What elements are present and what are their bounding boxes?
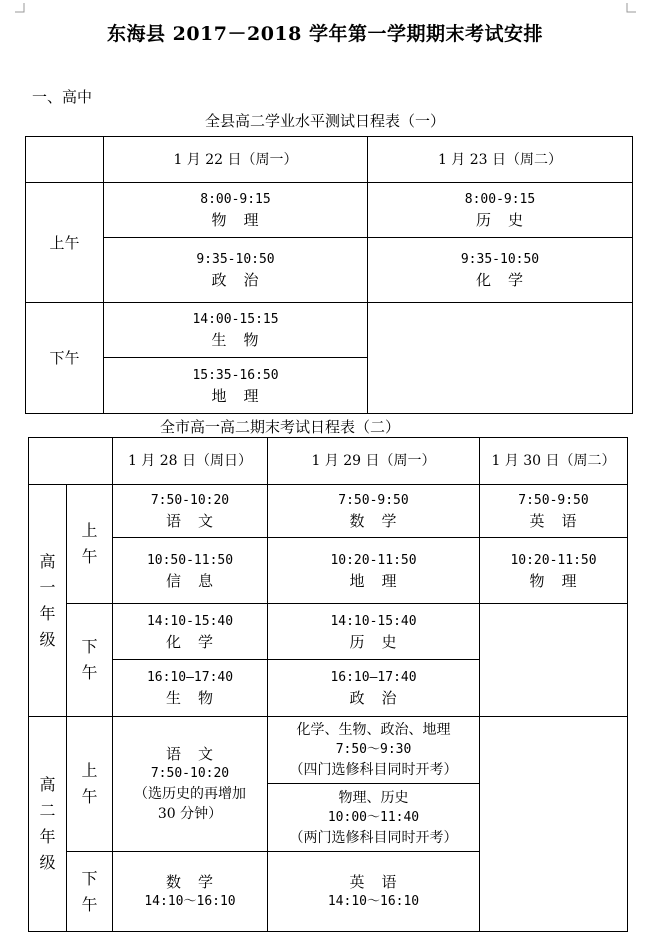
table2-caption: 全市高一高二期末考试日程表（二） (159, 418, 400, 436)
corner-mark-right (626, 3, 636, 13)
exam-subject: 物 理 (529, 571, 578, 590)
table2-cell (268, 604, 480, 660)
table1-cell (104, 238, 368, 303)
table1-corner-cell (26, 137, 104, 183)
exam-subject: 英 语 (349, 872, 398, 891)
table1-cell (368, 238, 633, 303)
exam-time: 14:00-15:15 (192, 312, 279, 327)
table2-cell (113, 485, 268, 538)
table2-cell (480, 485, 628, 538)
exam-time: 10:20-11:50 (330, 552, 417, 568)
exam-subject: 化 学 (165, 632, 214, 651)
exam-subject: 物理、历史 (338, 789, 409, 806)
table2-cell (113, 538, 268, 604)
table1-cell (104, 358, 368, 414)
exam-time: 14:10～16:10 (144, 893, 236, 909)
exam-subject: 语 文 (165, 512, 214, 530)
table1-caption: 全县高二学业水平测试日程表（一） (204, 112, 445, 130)
table2-cell (113, 604, 268, 660)
exam-time: 7:50～9:30 (335, 742, 412, 757)
table2-cell (268, 717, 480, 784)
exam-subject: 化 学 (475, 271, 524, 289)
table1-am-label: 上午 (26, 183, 104, 303)
exam-time: 10:50-11:50 (146, 552, 234, 568)
exam-time: 9:35-10:50 (196, 252, 275, 267)
section-heading: 一、高中 (32, 88, 93, 106)
exam-subject: 历 史 (475, 211, 524, 229)
exam-note: （两门选修科目同时开考） (289, 829, 458, 846)
grade1-pm-label: 下 午 (67, 604, 113, 717)
corner-mark-left (15, 3, 25, 13)
exam-time: 7:50-9:50 (518, 493, 589, 508)
table2-cell (113, 852, 268, 932)
exam-subject: 物 理 (211, 211, 260, 229)
exam-note: （选历史的再增加 (134, 786, 246, 802)
grade1-am-label: 上 午 (67, 485, 113, 604)
table1-day-header: 1 月 23 日（周二） (368, 137, 633, 183)
exam-time: 15:35-16:50 (192, 367, 279, 383)
table1-cell (104, 183, 368, 238)
exam-time: 14:10-15:40 (330, 613, 417, 629)
table2-cell (113, 717, 268, 852)
exam-time: 10:20-11:50 (510, 552, 597, 568)
exam-time: 7:50-10:20 (150, 766, 230, 781)
exam-subject: 政 治 (349, 689, 398, 707)
table2-empty-cell (480, 717, 628, 932)
exam-time: 9:35-10:50 (460, 252, 540, 267)
exam-subject: 信 息 (165, 571, 214, 590)
table2-corner-cell (29, 438, 113, 485)
table2-day-header: 1 月 30 日（周二） (480, 438, 628, 485)
exam-time: 14:10～16:10 (327, 893, 420, 909)
exam-time: 7:50-10:20 (150, 493, 230, 508)
table2-day-header: 1 月 29 日（周一） (268, 438, 480, 485)
table1-pm-label: 下午 (26, 303, 104, 414)
table2-cell (268, 660, 480, 717)
exam-time: 8:00-9:15 (200, 192, 271, 207)
grade2-am-label: 上 午 (67, 717, 113, 852)
grade2-pm-label: 下 午 (67, 852, 113, 932)
grade2-label: 高 二 年 级 (29, 717, 67, 932)
exam-note: （四门选修科目同时开考） (289, 762, 458, 778)
document-title: 东海县 2017－2018 学年第一学期期末考试安排 (107, 23, 543, 45)
table2-cell (268, 784, 480, 852)
exam-subject: 化学、生物、政治、地理 (296, 722, 451, 738)
table2-cell (113, 660, 268, 717)
exam-time: 8:00-9:15 (464, 192, 536, 207)
table1-cell (104, 303, 368, 358)
table2-cell (268, 852, 480, 932)
exam-time: 16:10—17:40 (146, 670, 234, 685)
table2-cell (268, 538, 480, 604)
table2-cell (480, 538, 628, 604)
exam-subject: 生 物 (211, 331, 260, 349)
table2-cell (268, 485, 480, 538)
exam-subject: 数 学 (349, 512, 398, 530)
table2-empty-cell (480, 604, 628, 717)
exam-note: 30 分钟） (157, 806, 223, 822)
table1-empty-cell (368, 303, 633, 414)
exam-subject: 语 文 (165, 745, 214, 763)
exam-subject: 数 学 (165, 872, 214, 891)
table2 (28, 437, 628, 932)
exam-subject: 英 语 (529, 512, 578, 530)
exam-subject: 生 物 (165, 689, 214, 707)
grade1-label: 高 一 年 级 (29, 485, 67, 717)
exam-subject: 地 理 (349, 571, 398, 590)
exam-time: 10:00～11:40 (327, 809, 420, 825)
exam-subject: 政 治 (211, 271, 260, 289)
exam-time: 7:50-9:50 (338, 493, 409, 508)
table1-cell (368, 183, 633, 238)
table1-day-header: 1 月 22 日（周一） (104, 137, 368, 183)
exam-subject: 地 理 (211, 386, 260, 405)
exam-time: 16:10—17:40 (330, 670, 417, 685)
table1 (25, 136, 633, 414)
table2-day-header: 1 月 28 日（周日） (113, 438, 268, 485)
exam-time: 14:10-15:40 (146, 613, 234, 629)
exam-subject: 历 史 (349, 632, 398, 651)
